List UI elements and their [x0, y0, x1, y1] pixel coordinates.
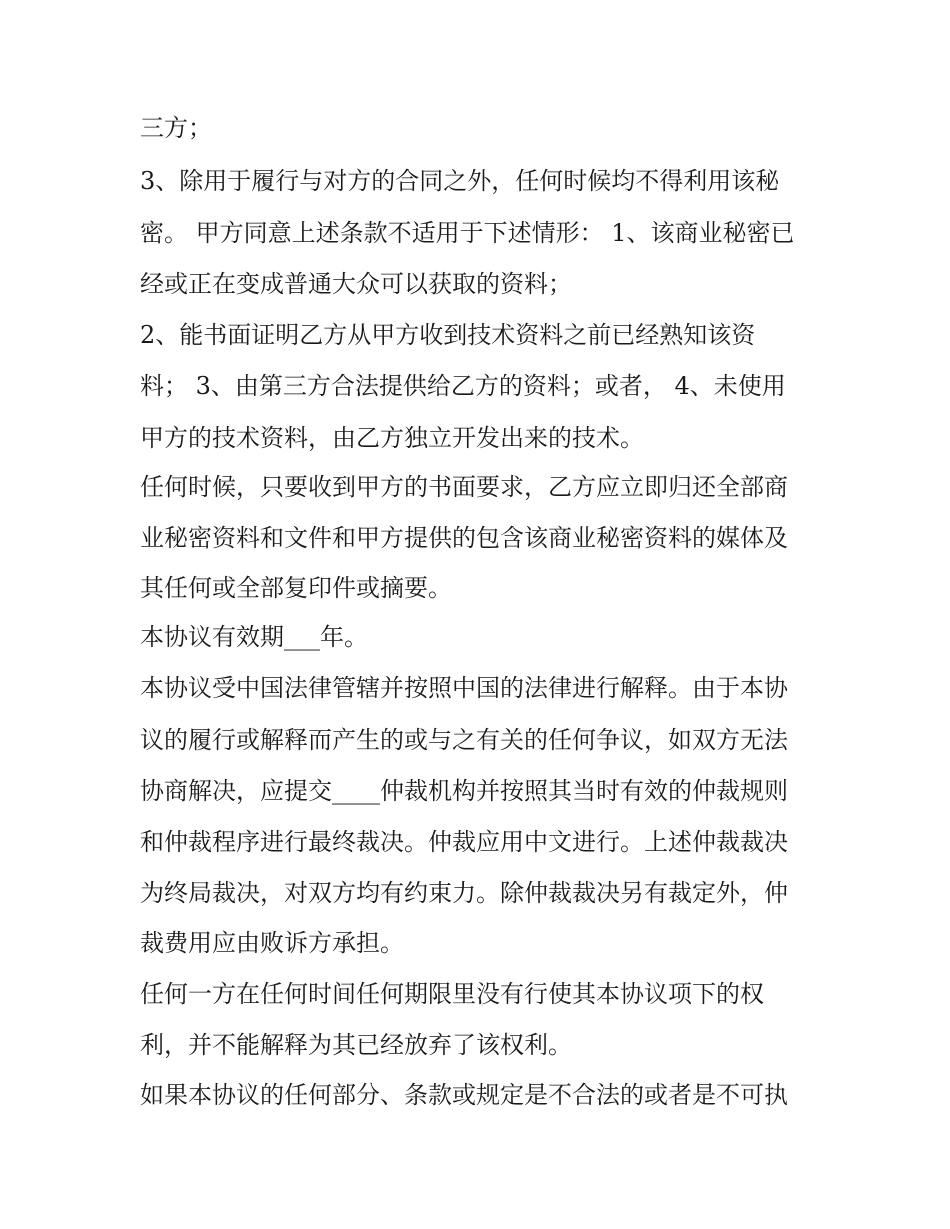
text-line: 密。 甲方同意上述条款不适用于下述情形： 1、该商业秘密已	[140, 219, 795, 247]
text-line: 任何一方在任何时间任何期限里没有行使其本协议项下的权	[140, 980, 764, 1008]
text-line: 业秘密资料和文件和甲方提供的包含该商业秘密资料的媒体及	[140, 524, 788, 552]
text-line: 2、能书面证明乙方从甲方收到技术资料之前已经熟知该资	[140, 321, 756, 349]
text-line: 为终局裁决，对双方均有约束力。除仲裁裁决另有裁定外，仲	[140, 879, 788, 907]
text-line: 和仲裁程序进行最终裁决。仲裁应用中文进行。上述仲裁裁决	[140, 828, 788, 856]
text-line: 三方；	[140, 114, 212, 142]
text-line: 甲方的技术资料，由乙方独立开发出来的技术。	[140, 424, 644, 452]
text-line: 本协议受中国法律管辖并按照中国的法律进行解释。由于本协	[140, 674, 788, 702]
text-line: 裁费用应由败诉方承担。	[140, 929, 404, 957]
text-line: 议的履行或解释而产生的或与之有关的任何争议，如双方无法	[140, 726, 788, 754]
text-line: 料； 3、由第三方合法提供给乙方的资料；或者， 4、未使用	[140, 372, 786, 400]
text-line: 经或正在变成普通大众可以获取的资料；	[140, 270, 572, 298]
text-line: 任何时候，只要收到甲方的书面要求，乙方应立即归还全部商	[140, 473, 788, 501]
text-line: 如果本协议的任何部分、条款或规定是不合法的或者是不可执	[140, 1081, 788, 1109]
text-line: 协商解决，应提交____仲裁机构并按照其当时有效的仲裁规则	[140, 777, 788, 805]
text-line: 3、除用于履行与对方的合同之外，任何时候均不得利用该秘	[140, 167, 780, 195]
text-line: 利，并不能解释为其已经放弃了该权利。	[140, 1031, 572, 1059]
text-line: 本协议有效期___年。	[140, 623, 368, 651]
text-line: 其任何或全部复印件或摘要。	[140, 574, 452, 602]
